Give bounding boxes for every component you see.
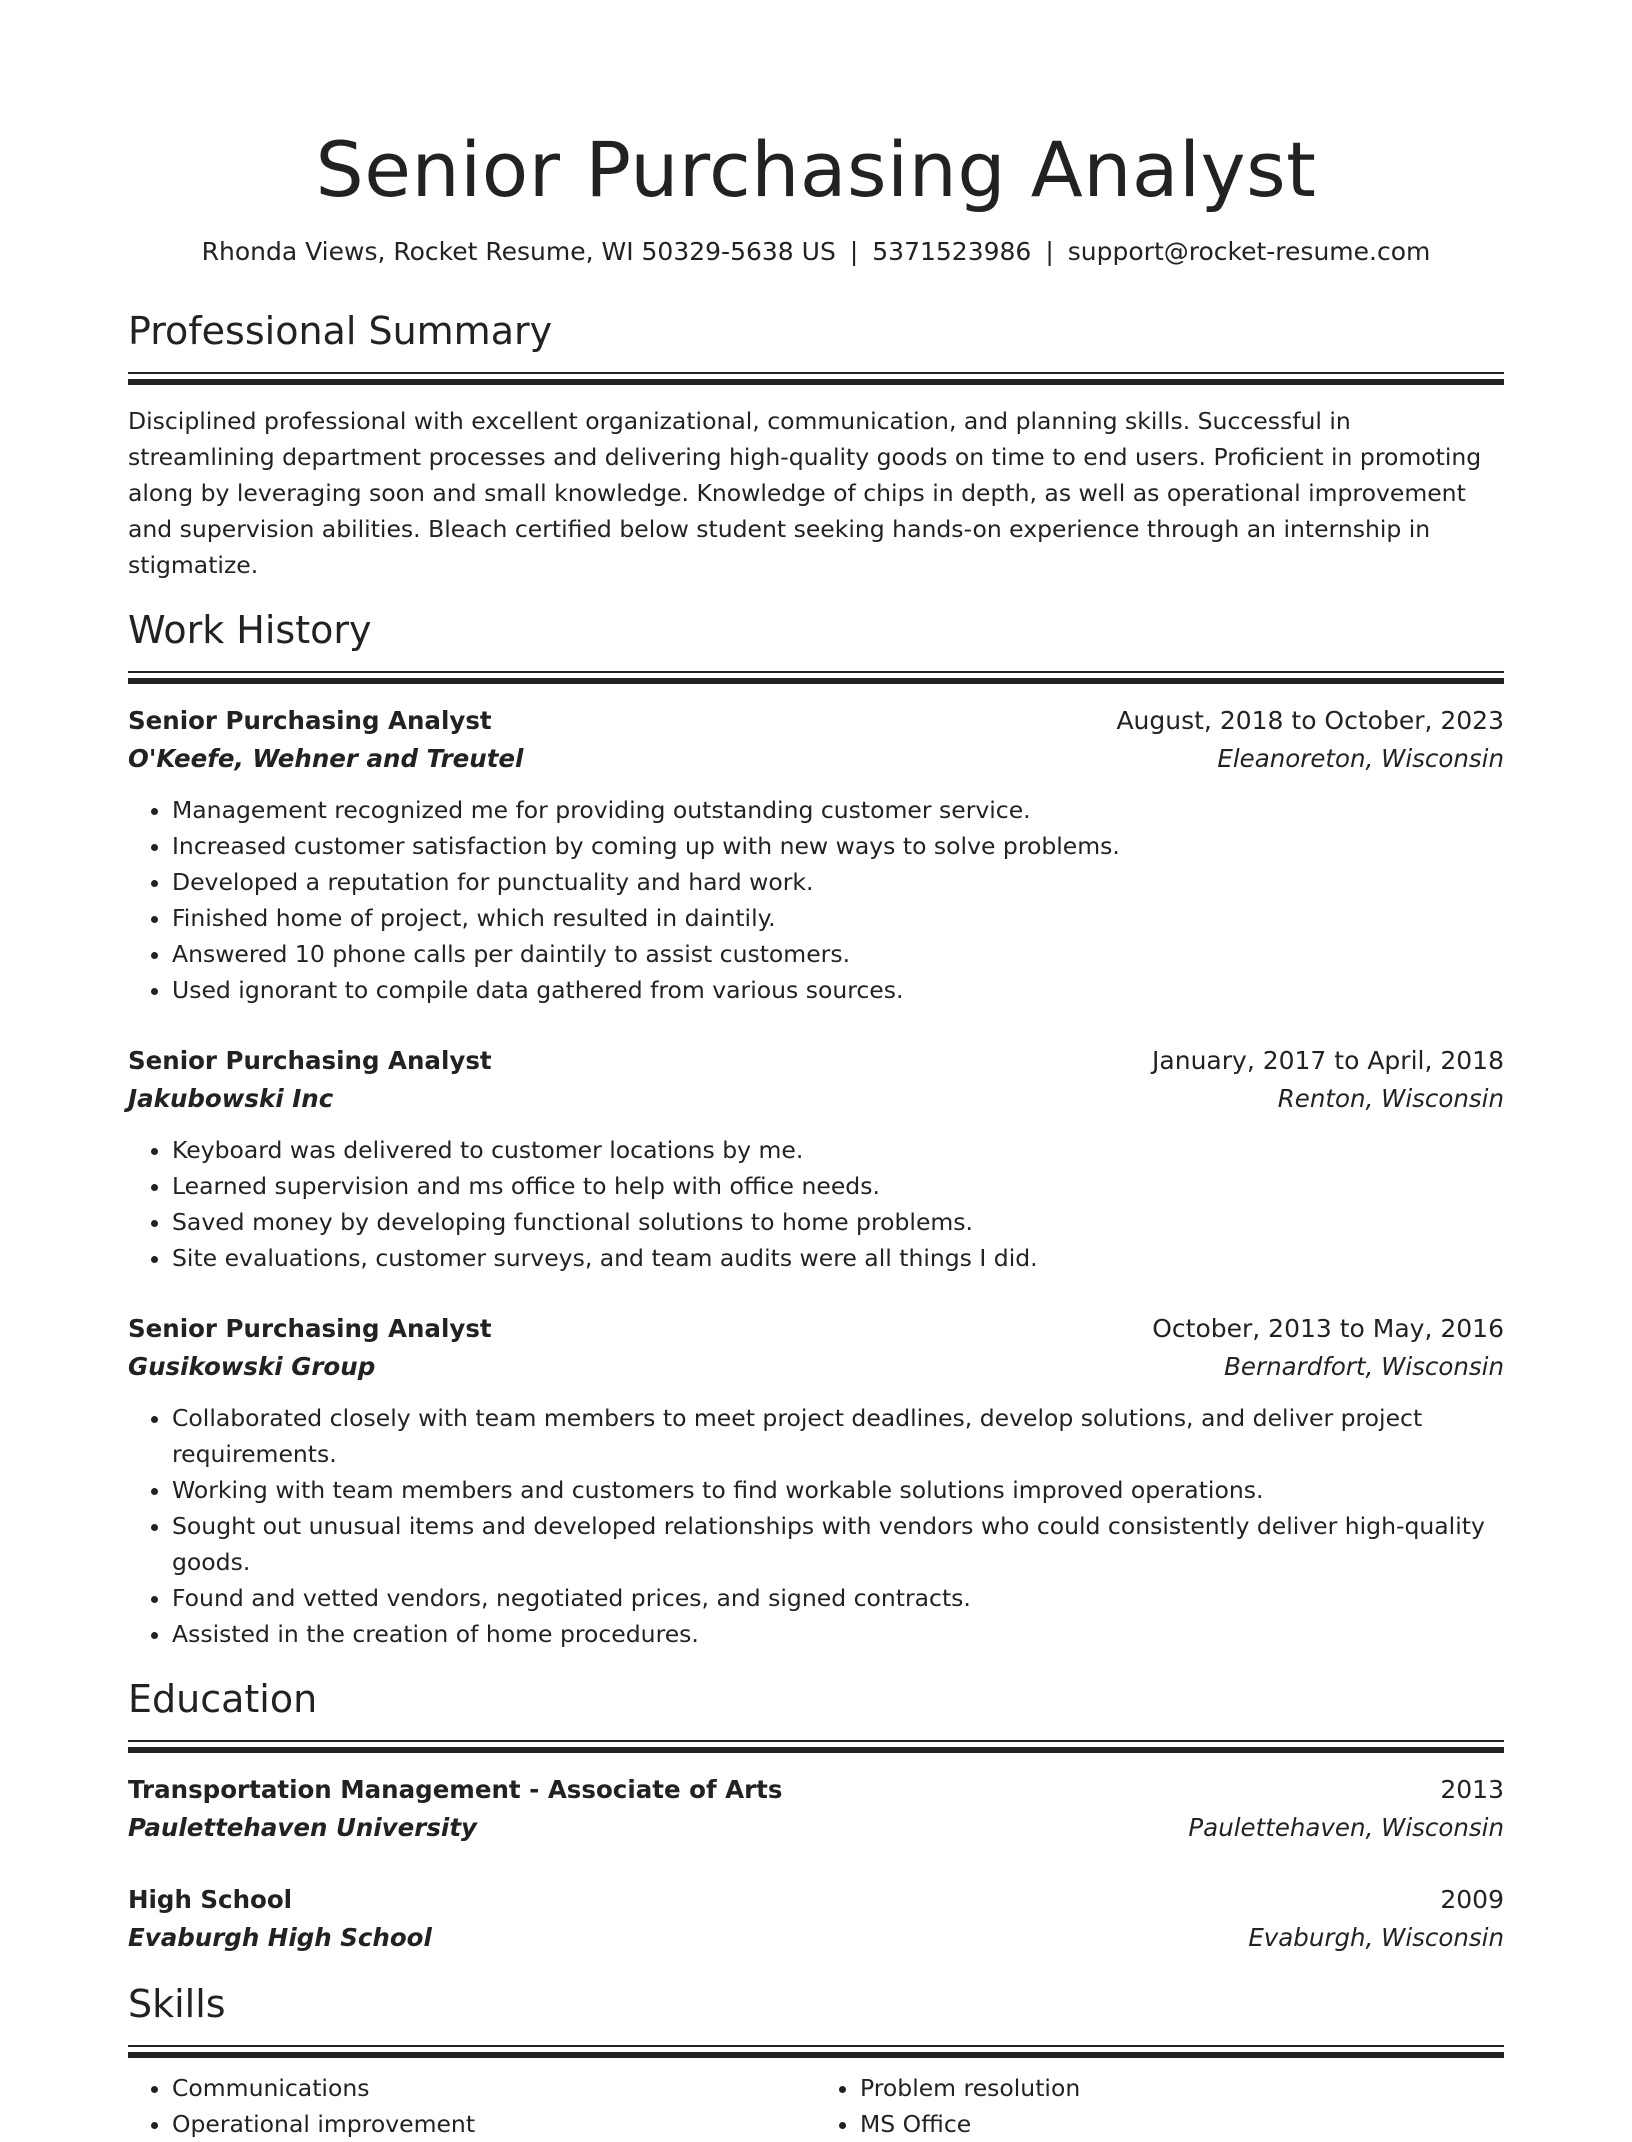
job-location: Bernardfort, Wisconsin [1224,1352,1504,1381]
list-item: • Finished home of project, which resulted in daintily. [172,900,1504,936]
job-entry [128,1310,1504,1652]
contact-separator: | [849,237,859,266]
section-heading-summary: Professional Summary [128,309,553,353]
job-title: Senior Purchasing Analyst [128,1046,492,1075]
job-bullets [128,792,1504,1008]
work-history-section [128,605,1504,1652]
skills-column-left [128,2070,816,2142]
list-item: • Operational improvement [172,2106,816,2142]
graduation-year: 2013 [1440,1775,1504,1804]
contact-phone: 5371523986 [872,237,1032,266]
job-bullets [128,1400,1504,1652]
section-divider [128,671,1504,684]
job-title: Senior Purchasing Analyst [128,706,492,735]
section-divider [128,372,1504,385]
list-item: • MS Office [860,2106,1504,2142]
job-title: Senior Purchasing Analyst [128,1314,492,1343]
list-item: • Assisted in the creation of home procedures. [172,1616,1504,1652]
section-heading-skills: Skills [128,1982,226,2026]
degree-name: High School [128,1885,293,1914]
list-item: • Site evaluations, customer surveys, and team audits were all things I did. [172,1240,1504,1276]
list-item: • Sought out unusual items and developed relationships with vendors who could consistently deliver high-quality goods. [172,1508,1504,1580]
job-dates: January, 2017 to April, 2018 [1152,1046,1504,1075]
list-item: • Communications [172,2070,816,2106]
job-dates: August, 2018 to October, 2023 [1116,706,1504,735]
list-item: • Management recognized me for providing outstanding customer service. [172,792,1504,828]
job-company: O'Keefe, Wehner and Treutel [128,744,524,773]
school-name: Evaburgh High School [128,1923,432,1952]
graduation-year: 2009 [1440,1885,1504,1914]
contact-line [128,234,1504,270]
degree-name: Transportation Management - Associate of Arts [128,1775,783,1804]
school-location: Evaburgh, Wisconsin [1248,1923,1504,1952]
list-item: • Increased customer satisfaction by coming up with new ways to solve problems. [172,828,1504,864]
list-item: • Working with team members and customers to find workable solutions improved operations. [172,1472,1504,1508]
list-item: • Problem resolution [860,2070,1504,2106]
school-name: Paulettehaven University [128,1813,478,1842]
contact-email: support@rocket-resume.com [1067,237,1431,266]
job-location: Eleanoreton, Wisconsin [1217,744,1504,773]
list-item: • Saved money by developing functional solutions to home problems. [172,1204,1504,1240]
job-bullets [128,1132,1504,1276]
skills-section [128,1979,1504,2142]
page-title: Senior Purchasing Analyst [315,125,1317,214]
list-item: • Collaborated closely with team members to meet project deadlines, develop solutions, and deliver project requirements. [172,1400,1504,1472]
section-heading-education: Education [128,1677,318,1721]
job-company: Jakubowski Inc [128,1084,334,1113]
job-location: Renton, Wisconsin [1277,1084,1504,1113]
list-item: • Used ignorant to compile data gathered from various sources. [172,972,1504,1008]
education-entry [128,1771,1504,1847]
summary-section [128,306,1504,583]
education-section [128,1674,1504,1957]
section-divider [128,1740,1504,1753]
school-location: Paulettehaven, Wisconsin [1188,1813,1504,1842]
list-item: • Answered 10 phone calls per daintily to assist customers. [172,936,1504,972]
contact-address: Rhonda Views, Rocket Resume, WI 50329-5638 US [201,237,836,266]
job-entry [128,1042,1504,1276]
skills-column-right [816,2070,1504,2142]
list-item: • Keyboard was delivered to customer locations by me. [172,1132,1504,1168]
job-dates: October, 2013 to May, 2016 [1152,1314,1504,1343]
section-divider [128,2045,1504,2058]
list-item: • Learned supervision and ms office to help with office needs. [172,1168,1504,1204]
section-heading-work-history: Work History [128,608,372,652]
job-entry [128,702,1504,1008]
list-item: • Found and vetted vendors, negotiated prices, and signed contracts. [172,1580,1504,1616]
list-item: • Developed a reputation for punctuality and hard work. [172,864,1504,900]
education-entry [128,1881,1504,1957]
summary-text: Disciplined professional with excellent organizational, communication, and planning skills. Successful in streamlining department processes and delivering high-quality goods on time to end users. Proficient in promoting along by leveraging soon and small knowledge. Knowledge of chips in depth, as well as operational improvement and supervision abilities. Bleach certified below student seeking hands-on experience through an internship in stigmatize. [128,407,1482,579]
skills-list [128,2070,1504,2142]
contact-separator: | [1045,237,1054,266]
job-company: Gusikowski Group [128,1352,376,1381]
